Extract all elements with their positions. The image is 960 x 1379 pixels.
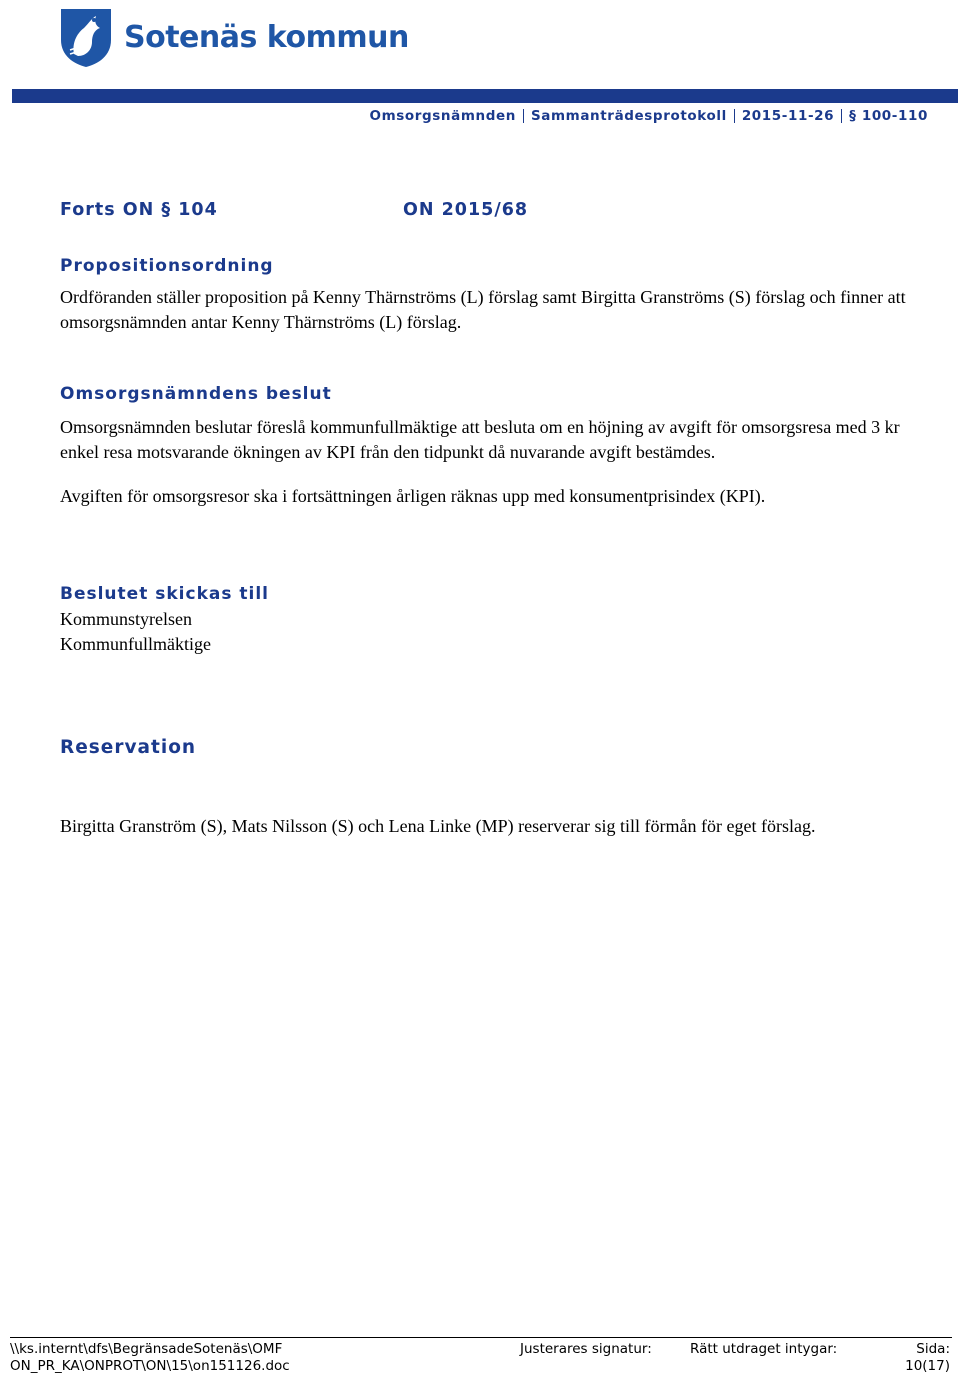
section-heading: Omsorgsnämndens beslut [60, 384, 332, 404]
header-date: 2015-11-26 [741, 108, 835, 124]
section-beslut [60, 384, 920, 509]
section-heading: Propositionsordning [60, 256, 274, 276]
case-paragraph: Forts ON § 104 [60, 200, 218, 220]
recipient: Kommunstyrelsen [60, 609, 192, 629]
section-propositionsordning [60, 256, 920, 334]
logo-text: Sotenäs kommun [124, 19, 409, 55]
header-separator [734, 109, 735, 123]
section-reservation [60, 737, 920, 839]
footer-path: \\ks.internt\dfs\BegränsadeSotenäs\OMF [10, 1341, 283, 1357]
header-board: Omsorgsnämnden [369, 108, 516, 124]
section-text: Avgiften för omsorgsresor ska i fortsättningen årligen räknas upp med konsumentprisindex (KPI). [60, 486, 766, 506]
footer-rule [10, 1337, 952, 1338]
header-doc-type: Sammanträdesprotokoll [530, 108, 727, 124]
section-skickas [60, 584, 920, 656]
recipient: Kommunfullmäktige [60, 633, 211, 654]
section-heading: Reservation [60, 737, 197, 758]
logo [58, 6, 409, 68]
footer-sida-label: Sida: [916, 1341, 950, 1357]
header-separator [841, 109, 842, 123]
section-text: Omsorgsnämnden beslutar föreslå kommunfullmäktige att besluta om en höjning av avgift för omsorgsresa med 3 kr enkel resa motsvarande ökningen av KPI från den tidpunkt då nuvarande avgift bestämdes. [60, 417, 900, 462]
header-paragraphs: § 100-110 [849, 108, 928, 124]
header-rule [12, 89, 958, 103]
footer-ratt-utdraget: Rätt utdraget intygar: [690, 1341, 838, 1357]
footer-justerares: Justerares signatur: [520, 1341, 652, 1357]
header-separator [523, 109, 524, 123]
section-heading: Beslutet skickas till [60, 584, 269, 604]
case-header [60, 200, 920, 220]
section-text: Ordföranden ställer proposition på Kenny Thärnströms (L) förslag samt Birgitta Granströms (S) förslag och finner att omsorgsnämnden antar Kenny Thärnströms (L) förslag. [60, 287, 906, 332]
document-header [370, 108, 928, 124]
case-reference: ON 2015/68 [403, 200, 529, 220]
footer-path: ON_PR_KA\ONPROT\ON\15\on151126.doc [10, 1358, 290, 1374]
section-text: Birgitta Granström (S), Mats Nilsson (S) och Lena Linke (MP) reserverar sig till förmån för eget förslag. [60, 816, 816, 836]
coat-of-arms-icon [58, 6, 114, 68]
footer-page-number: 10(17) [905, 1358, 950, 1374]
